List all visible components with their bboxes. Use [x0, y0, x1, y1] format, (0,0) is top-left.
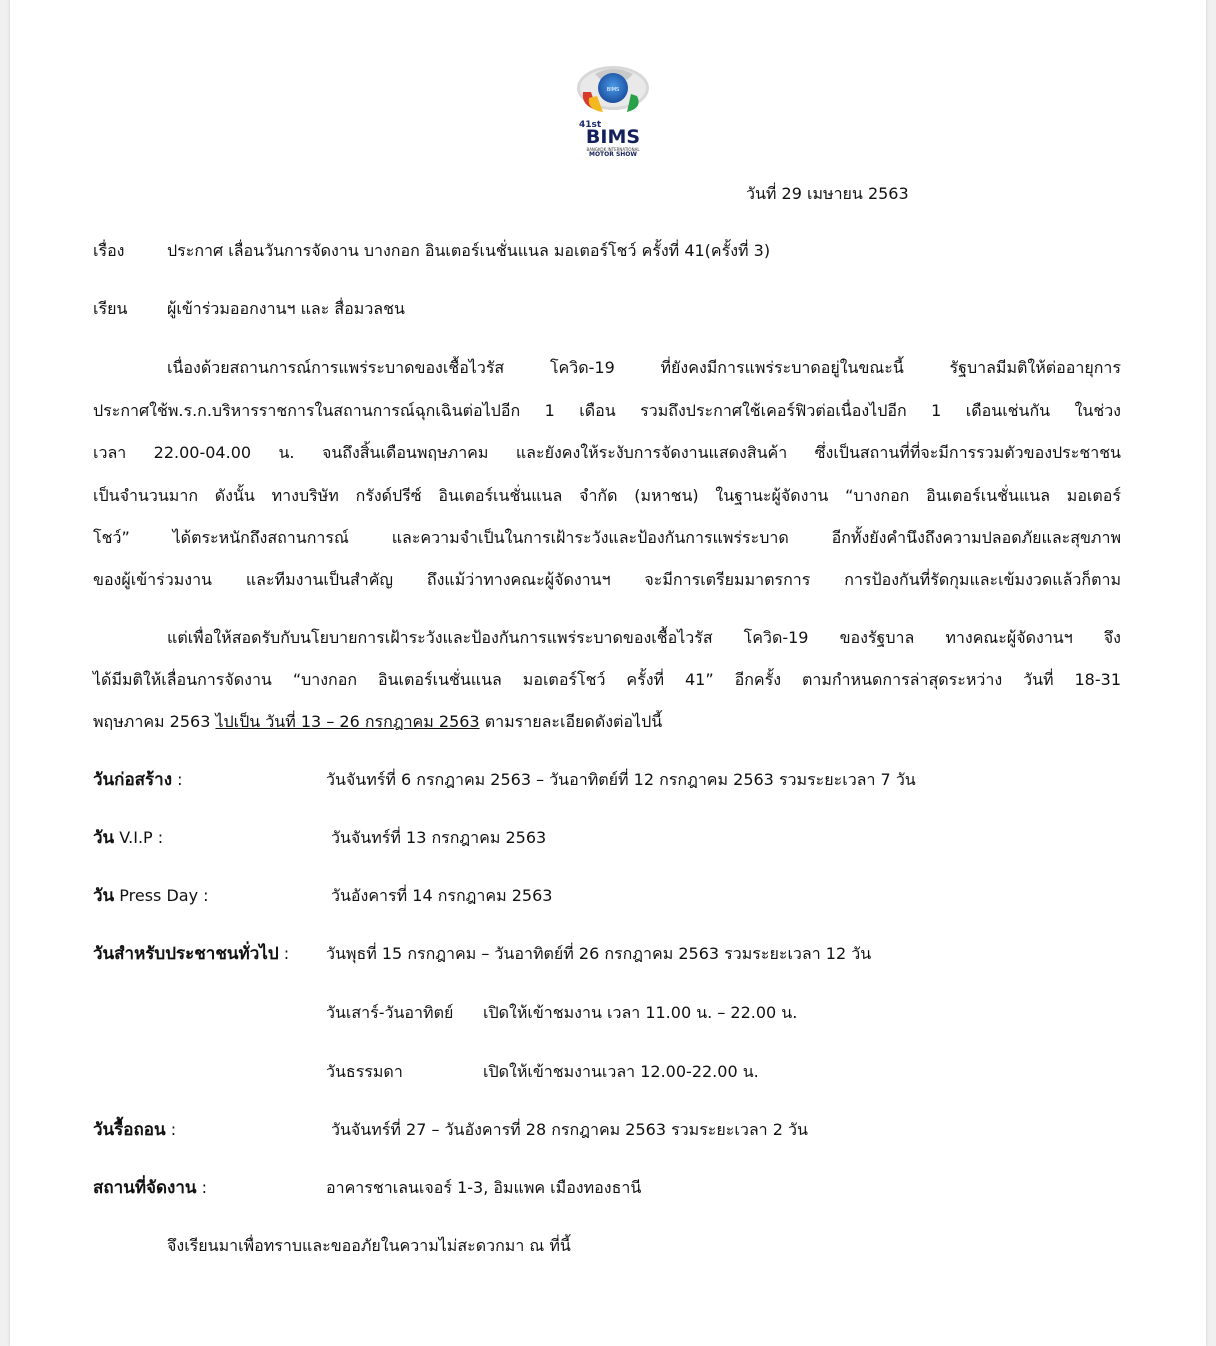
- construction-label: วันก่อสร้าง :: [93, 770, 183, 790]
- dismantle-value: วันจันทร์ที่ 27 – วันอังคารที่ 28 กรกฎาคม 2563 รวมระยะเวลา 2 วัน: [331, 1120, 808, 1139]
- subject-text: ประกาศ เลื่อนวันการจัดงาน บางกอก อินเตอร์เนชั่นแนล มอเตอร์โชว์ ครั้งที่ 41(ครั้งที่ 3): [167, 241, 771, 260]
- logo-subtitle: BANGKOK INTERNATIONAL: [586, 147, 640, 152]
- paragraph2-line: ได้มีมติให้เลื่อนการจัดงาน “บางกอก อินเตอร์เนชั่นแนล มอเตอร์โชว์ ครั้งที่ 41” อีกครั้ง ตามกำหนดการล่าสุดระหว่าง วันที่ 18-31: [93, 670, 1121, 689]
- paragraph2-last-after: ตามรายละเอียดดังต่อไปนี้: [484, 712, 663, 731]
- construction-value: วันจันทร์ที่ 6 กรกฎาคม 2563 – วันอาทิตย์ที่ 12 กรกฎาคม 2563 รวมระยะเวลา 7 วัน: [326, 770, 916, 789]
- recipient-label: เรียน: [93, 299, 128, 318]
- paragraph1-line: ของผู้เข้าร่วมงาน และทีมงานเป็นสำคัญ ถึงแม้ว่าทางคณะผู้จัดงานฯ จะมีการเตรียมมาตรการ การป้องกันที่รัดกุมและเข้มงวดแล้วก็ตาม: [93, 570, 1121, 589]
- press-label: วัน Press Day :: [93, 886, 209, 906]
- subject-label: เรื่อง: [93, 241, 125, 260]
- venue-value: อาคารชาเลนเจอร์ 1-3, อิมแพค เมืองทองธานี: [326, 1178, 642, 1197]
- letter-date: วันที่ 29 เมษายน 2563: [746, 184, 909, 203]
- paragraph2-line: แต่เพื่อให้สอดรับกับนโยบายการเฝ้าระวังและป้องกันการแพร่ระบาดของเชื้อไวรัส โควิด-19 ของรัฐบาล ทางคณะผู้จัดงานฯ จึง: [167, 628, 1121, 647]
- paragraph1-line: เวลา 22.00-04.00 น. จนถึงสิ้นเดือนพฤษภาคม และยังคงให้ระงับการจัดงานแสดงสินค้า ซึ่งเป็นสถานที่ที่จะมีการรวมตัวของประชาชน: [93, 443, 1121, 462]
- weekday-label: วันธรรมดา: [326, 1062, 403, 1081]
- recipient-text: ผู้เข้าร่วมออกงานฯ และ สื่อมวลชน: [167, 299, 405, 318]
- logo-tagline: MOTOR SHOW: [588, 151, 638, 158]
- paragraph2-last-line: [93, 712, 662, 732]
- vip-label: วัน V.I.P :: [93, 828, 164, 848]
- new-dates-underlined: ไปเป็น วันที่ 13 – 26 กรกฎาคม 2563: [215, 712, 480, 731]
- venue-label: สถานที่จัดงาน :: [93, 1178, 207, 1198]
- svg-text:BIMS: BIMS: [606, 87, 620, 93]
- closing-sentence: จึงเรียนมาเพื่อทราบและขออภัยในความไม่สะดวกมา ณ ที่นี้: [167, 1236, 571, 1255]
- public-value: วันพุธที่ 15 กรกฎาคม – วันอาทิตย์ที่ 26 กรกฎาคม 2563 รวมระยะเวลา 12 วัน: [326, 944, 872, 963]
- paragraph1-line: เป็นจำนวนมาก ดังนั้น ทางบริษัท กรังด์ปรีซ์ อินเตอร์เนชั่นแนล จำกัด (มหาชน) ในฐานะผู้จัดงาน “บางกอก อินเตอร์เนชั่นแนล มอเตอร์: [93, 486, 1121, 505]
- weekend-label: วันเสาร์-วันอาทิตย์: [326, 1003, 454, 1022]
- paragraph1-line: เนื่องด้วยสถานการณ์การแพร่ระบาดของเชื้อไวรัส โควิด-19 ที่ยังคงมีการแพร่ระบาดอยู่ในขณะนี้ รัฐบาลมีมติให้ต่ออายุการ: [167, 358, 1121, 377]
- weekend-hours: เปิดให้เข้าชมงาน เวลา 11.00 น. – 22.00 น.: [483, 1003, 798, 1022]
- document-page: [10, 0, 1206, 1346]
- paragraph1-line: โชว์” ได้ตระหนักถึงสถานการณ์ และความจำเป็นในการเฝ้าระวังและป้องกันการแพร่ระบาด อีกทั้งยังคำนึงถึงความปลอดภัยและสุขภาพ: [93, 528, 1121, 547]
- paragraph2-last-before: พฤษภาคม 2563: [93, 712, 211, 731]
- vip-value: วันจันทร์ที่ 13 กรกฎาคม 2563: [331, 828, 547, 847]
- public-label: วันสำหรับประชาชนทั่วไป :: [93, 944, 290, 964]
- logo-edition: 41st: [579, 120, 602, 130]
- weekday-hours: เปิดให้เข้าชมงานเวลา 12.00-22.00 น.: [483, 1062, 759, 1081]
- logo-name: BIMS: [585, 126, 641, 148]
- dismantle-label: วันรื้อถอน :: [93, 1120, 177, 1140]
- paragraph1-line: ประกาศใช้พ.ร.ก.บริหารราชการในสถานการณ์ฉุกเฉินต่อไปอีก 1 เดือน รวมถึงประกาศใช้เคอร์ฟิวต่อเนื่องไปอีก 1 เดือนเช่นกัน ในช่วง: [93, 401, 1121, 420]
- press-value: วันอังคารที่ 14 กรกฎาคม 2563: [331, 886, 553, 905]
